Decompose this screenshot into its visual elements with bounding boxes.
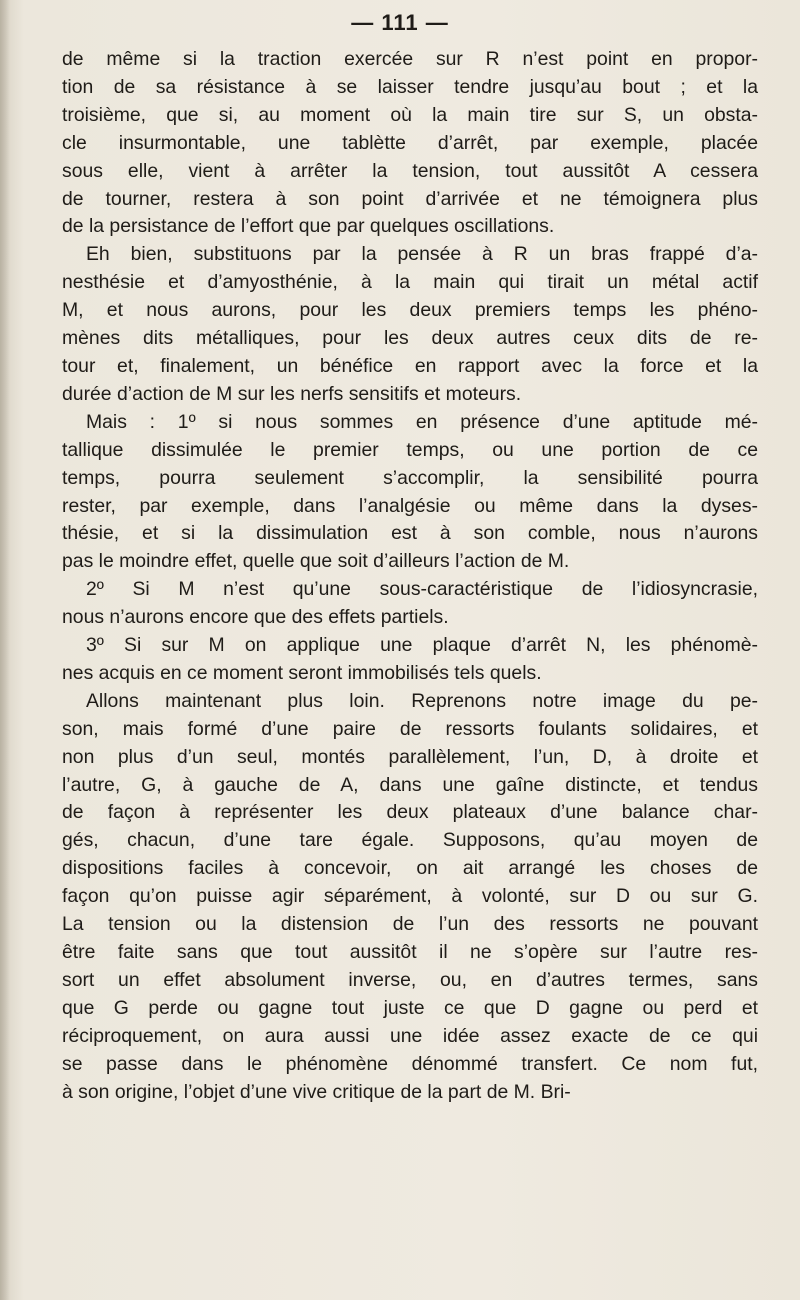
binding-shadow <box>0 0 10 1300</box>
text-line: son, mais formé d’une paire de ressorts foulants solidaires, et <box>62 717 758 740</box>
text-line: sous elle, vient à arrêter la tension, tout aussitôt A cessera <box>62 159 758 182</box>
body-text <box>62 46 758 1106</box>
text-line: se passe dans le phénomène dénommé transfert. Ce nom fut, <box>62 1052 758 1075</box>
paragraph <box>62 688 758 1107</box>
paragraph <box>62 632 758 688</box>
text-line: que G perde ou gagne tout juste ce que D gagne ou perd et <box>62 996 758 1019</box>
text-line: être faite sans que tout aussitôt il ne s’opère sur l’autre res- <box>62 941 758 963</box>
text-line: tallique dissimulée le premier temps, ou une portion de ce <box>62 438 758 461</box>
page-number-header: — 111 — <box>351 10 449 35</box>
text-line: pas le moindre effet, quelle que soit d’ailleurs l’action de M. <box>62 550 570 573</box>
text-line: M, et nous aurons, pour les deux premiers temps les phéno- <box>62 299 758 322</box>
text-line: de même si la traction exercée sur R n’est point en propor- <box>62 48 758 70</box>
text-line: tour et, finalement, un bénéfice en rapport avec la force et la <box>62 354 758 377</box>
text-line: Allons maintenant plus loin. Reprenons notre image du pe- <box>86 689 758 712</box>
text-line: Mais : 1º si nous sommes en présence d’une aptitude mé- <box>86 410 758 433</box>
text-line: gés, chacun, d’une tare égale. Supposons, qu’au moyen de <box>62 829 758 852</box>
text-line: cle insurmontable, une tablètte d’arrêt, par exemple, placée <box>62 131 758 154</box>
text-line: dispositions faciles à concevoir, on ait arrangé les choses de <box>62 857 758 880</box>
text-line: nesthésie et d’amyosthénie, à la main qui tirait un métal actif <box>62 271 758 294</box>
text-line: sort un effet absolument inverse, ou, en d’autres termes, sans <box>62 968 758 991</box>
text-line: temps, pourra seulement s’accomplir, la sensibilité pourra <box>62 466 758 489</box>
text-line: de façon à représenter les deux plateaux d’une balance char- <box>62 801 758 824</box>
text-line: nous n’aurons encore que des effets partiels. <box>62 606 449 629</box>
paragraph <box>62 409 758 576</box>
paragraph <box>62 46 758 241</box>
paragraph <box>62 576 758 632</box>
text-line: durée d’action de M sur les nerfs sensitifs et moteurs. <box>62 382 522 405</box>
text-line: à son origine, l’objet d’une vive critique de la part de M. Bri- <box>62 1080 571 1103</box>
text-line: La tension ou la distension de l’un des ressorts ne pouvant <box>62 913 758 936</box>
text-line: réciproquement, on aura aussi une idée assez exacte de ce qui <box>62 1024 758 1047</box>
text-line: 3º Si sur M on applique une plaque d’arrêt N, les phénomè- <box>86 634 758 657</box>
text-line: Eh bien, substituons par la pensée à R un bras frappé d’a- <box>86 243 758 266</box>
text-line: façon qu’on puisse agir séparément, à volonté, sur D ou sur G. <box>62 885 758 908</box>
text-line: non plus d’un seul, montés parallèlement, l’un, D, à droite et <box>62 745 758 768</box>
text-line: de la persistance de l’effort que par quelques oscillations. <box>62 215 555 238</box>
text-line: tion de sa résistance à se laisser tendre jusqu’au bout ; et la <box>62 75 758 98</box>
text-line: 2º Si M n’est qu’une sous-caractéristique de l’idiosyncrasie, <box>86 578 758 601</box>
text-line: rester, par exemple, dans l’analgésie ou même dans la dyses- <box>62 494 758 517</box>
text-line: thésie, et si la dissimulation est à son comble, nous n’aurons <box>62 522 758 545</box>
text-line: nes acquis en ce moment seront immobilisés tels quels. <box>62 661 542 684</box>
text-line: l’autre, G, à gauche de A, dans une gaîne distincte, et tendus <box>62 773 758 796</box>
text-line: troisième, que si, au moment où la main tire sur S, un obsta- <box>62 103 758 126</box>
text-line: mènes dits métalliques, pour les deux autres ceux dits de re- <box>62 327 758 350</box>
paragraph <box>62 241 758 408</box>
text-line: de tourner, restera à son point d’arrivée et ne témoignera plus <box>62 187 758 210</box>
